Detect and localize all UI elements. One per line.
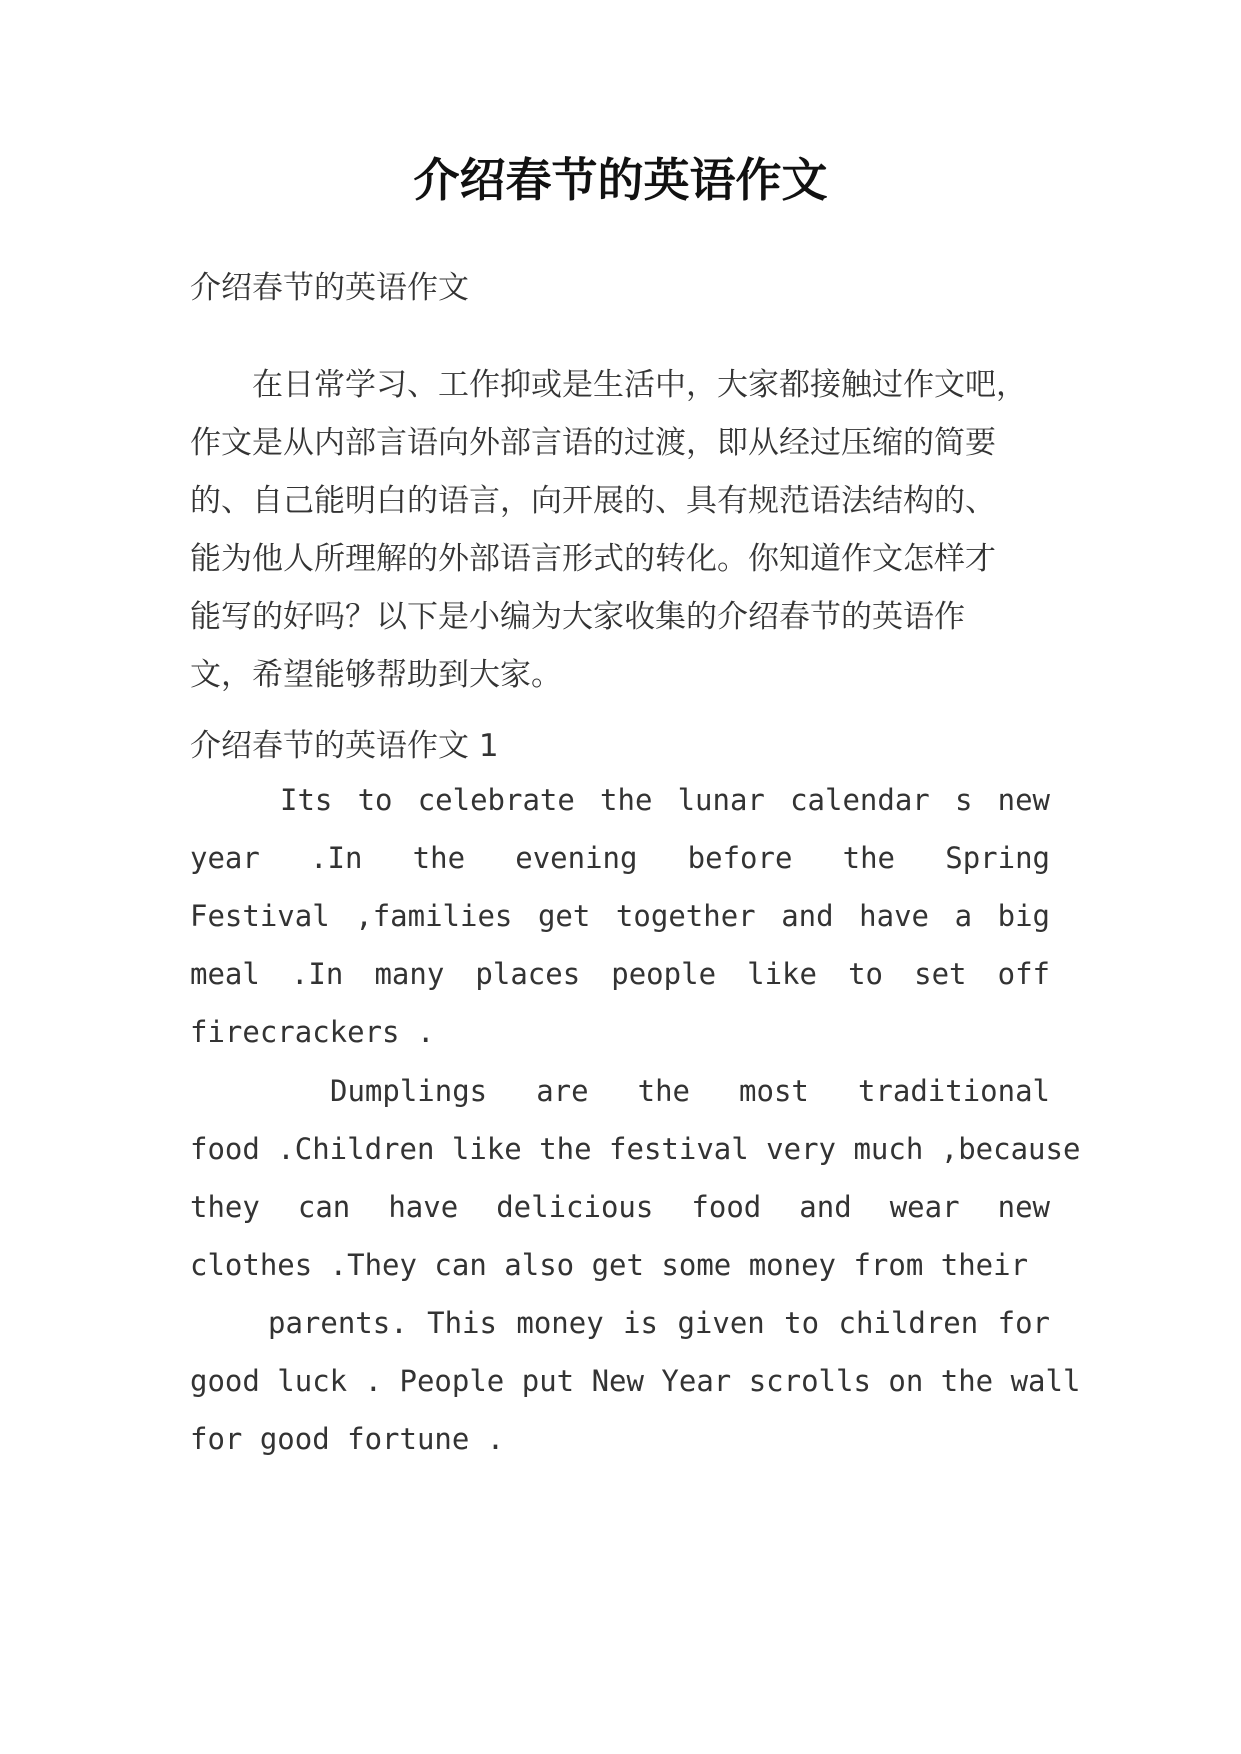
intro-line: 在日常学习、工作抑或是生活中，大家都接触过作文吧， <box>190 367 1027 403</box>
essay-line: parents. This money is given to children for <box>268 1306 1050 1340</box>
essay-line: Festival ,families get together and have a big <box>190 899 1050 933</box>
essay-line: food .Children like the festival very much ,because <box>190 1132 1081 1166</box>
essay-paragraph-3 <box>190 1294 1081 1468</box>
essay-line: meal .In many places people like to set off <box>190 957 1050 991</box>
essay-line: Dumplings are the most traditional <box>330 1074 1050 1108</box>
essay-paragraph-2 <box>190 1062 1081 1294</box>
essay-paragraph-1 <box>190 771 1050 1061</box>
essay-line: Its to celebrate the lunar calendar s new <box>280 783 1050 817</box>
essay-line: firecrackers . <box>190 1015 435 1049</box>
intro-line: 能写的好吗？以下是小编为大家收集的介绍春节的英语作 <box>190 599 965 635</box>
essay-line: they can have delicious food and wear new <box>190 1190 1050 1224</box>
intro-line: 作文是从内部言语向外部言语的过渡，即从经过压缩的简要 <box>190 425 996 461</box>
essay-line: good luck . People put New Year scrolls on the wall <box>190 1364 1081 1398</box>
intro-line: 能为他人所理解的外部语言形式的转化。你知道作文怎样才 <box>190 541 996 577</box>
essay-line: clothes .They can also get some money from their <box>190 1248 1029 1282</box>
essay-line: year .In the evening before the Spring <box>190 841 1050 875</box>
intro-line: 文，希望能够帮助到大家。 <box>190 657 562 693</box>
essay-line: for good fortune . <box>190 1422 505 1456</box>
section-heading: 介绍春节的英语作文 1 <box>190 728 499 764</box>
document-title: 介绍春节的英语作文 <box>413 153 828 207</box>
document-subtitle: 介绍春节的英语作文 <box>190 270 469 306</box>
intro-line: 的、自己能明白的语言，向开展的、具有规范语法结构的、 <box>190 483 996 519</box>
intro-paragraph <box>190 356 1050 704</box>
